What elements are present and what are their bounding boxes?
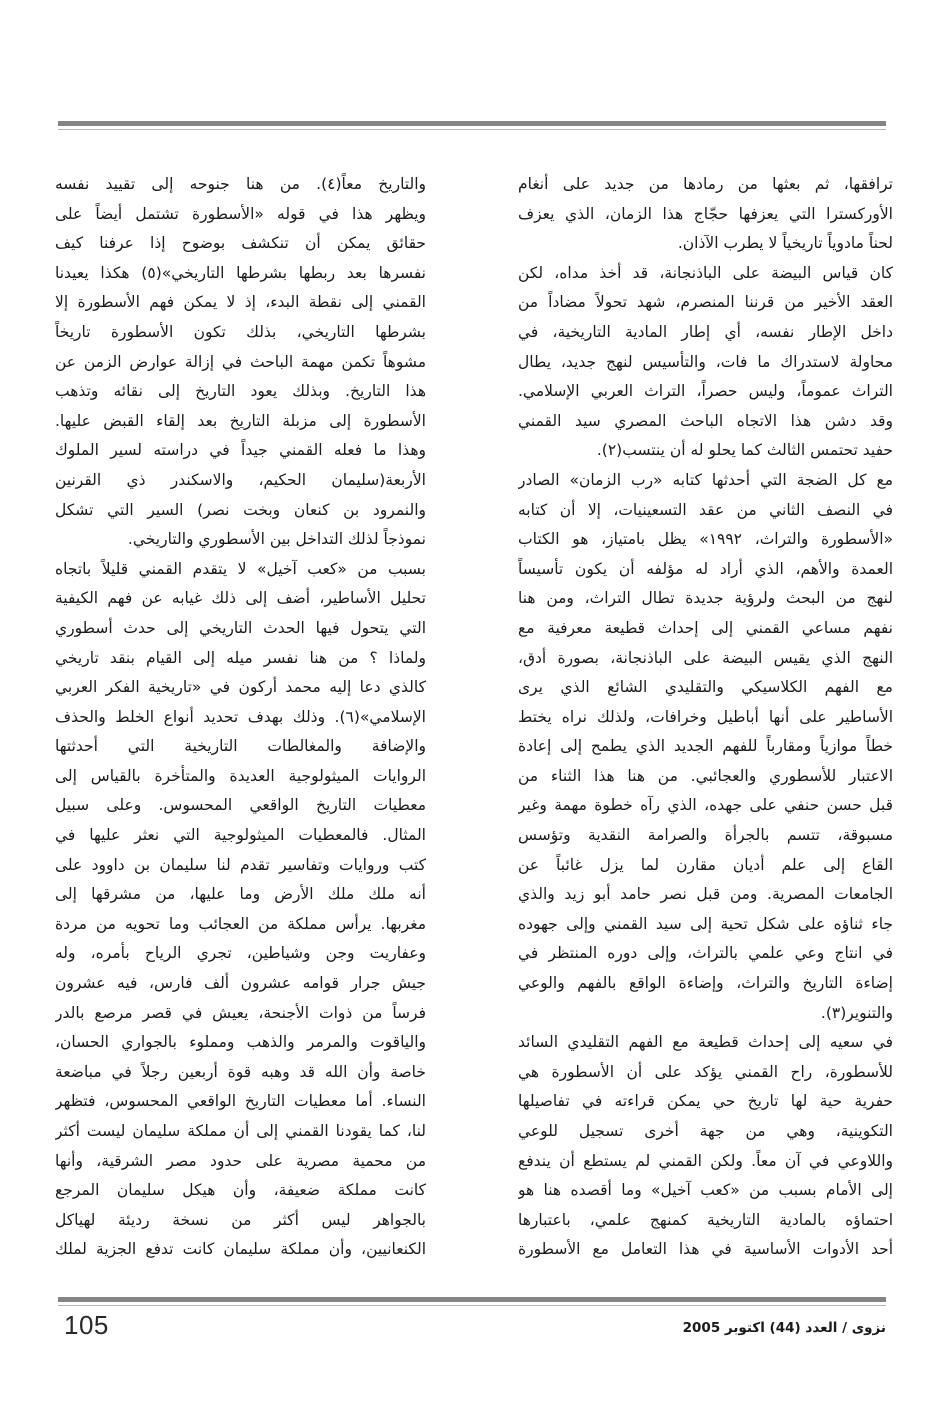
text-line: المثال. فالمعطيات الميثولوجية التي نعثر عليها في [55, 826, 426, 845]
text-line: الأوركسترا التي يعزفها حجّاج هذا الزمان، الذي يعزف [518, 204, 893, 223]
text-line: حقائق يمكن أن تنكشف بوضوح إذا عرفنا كيف [55, 234, 426, 253]
text-line: محاولة لاستدراك ما فات، والتأسيس لنهج جديد، يطال [518, 352, 893, 371]
bottom-rule [58, 1297, 886, 1302]
text-line: في النصف الثاني من عقد التسعينيات، إلا أن كتابه [518, 500, 893, 519]
text-line: العقد الأخير من قرننا المنصرم، شهد تحولاً مضاداً من [518, 293, 893, 312]
text-line: العمدة والأهم، الذي أراد له مؤلفه أن يكون تأسيساً [518, 559, 893, 578]
text-line: كانت مملكة ضعيفة، وأن هيكل سليمان المرجع [55, 1181, 426, 1200]
text-line: بالجواهر ليس أكثر من نسخة رديئة لهياكل [55, 1210, 426, 1229]
text-line: حفيد تحتمس الثالث كما يحلو له أن ينتسب(٢). [596, 441, 893, 460]
text-line: نموذجاً لذلك التداخل بين الأسطوري والتاريخي. [127, 530, 426, 549]
text-line: في انتاج وعي علمي بالتراث، وإلى دوره المنتظر في [518, 944, 893, 963]
text-line: الاعتبار للأسطوري والعجائبي. من هنا هذا الثناء من [518, 766, 893, 785]
text-line: التراث عموماً، وليس حصراً، التراث العربي الإسلامي. [518, 382, 893, 401]
text-line: القمني إلى نقطة البدء، إذ لا يمكن فهم الأسطورة إلا [55, 293, 426, 312]
text-line: مع الفهم الكلاسيكي والتقليدي الشائع الذي يرى [518, 678, 893, 697]
left-column [55, 170, 426, 1265]
footer-issue-info: نزوى / العدد (44) اكتوبر 2005 [682, 1320, 886, 1336]
text-line: أنه ملك ملك الأرض وما عليها، من مشرقها إلى [55, 885, 426, 904]
text-line: أحد الأدوات الأساسية في هذا التعامل مع الأسطورة [518, 1240, 893, 1259]
text-line: خاصة وأن الله قد وهبه قوة أربعين رجلاً في مباضعة [55, 1062, 426, 1081]
text-line: النساء. أما معطيات التاريخ الواقعي المحسوس، فتظهر [55, 1092, 426, 1111]
text-line: الأسطورة إلى مزبلة التاريخ بعد إلقاء القبض عليها. [55, 411, 426, 430]
text-line: للأسطورة، راح القمني يؤكد على أن الأسطورة هي [518, 1062, 893, 1081]
text-line: كالذي دعا إليه محمد أركون في «تاريخية الفكر العربي [55, 678, 426, 697]
text-line: داخل الإطار نفسه، أي إطار المادية التاريخية، في [518, 322, 893, 341]
text-line: مغربها. يرأس مملكة من العجائب وما تحويه من مردة [55, 914, 426, 933]
text-line: تحليل الأساطير، أضف إلى ذلك غيابه عن فهم الكيفية [55, 589, 426, 608]
text-line: من محمية مصرية على حدود مصر الشرقية، وأنها [55, 1151, 426, 1170]
text-line: مشوهاً تكمن مهمة الباحث في إزالة عوارض الزمن عن [55, 352, 426, 371]
text-line: لحناً مادوياً تاريخياً لا يطرب الآذان. [677, 234, 893, 253]
top-rule-thin [58, 129, 886, 130]
text-line: كان قياس البيضة على الباذنجانة، قد أخذ مداه، لكن [518, 263, 893, 282]
page-number: 105 [64, 1310, 109, 1340]
text-line: الكنعانيين، وأن مملكة سليمان كانت تدفع الجزية لملك [55, 1240, 426, 1259]
text-line: حفرية حية لها تاريخ حي يمكن قراءته في تفاصيلها [518, 1092, 893, 1111]
text-line: الأساطير على أنها أباطيل وخرافات، ولذلك نراه يختط [518, 707, 893, 726]
text-line: التي يتحول فيها الحدث التاريخي إلى حدث أسطوري [55, 618, 426, 637]
text-line: احتماؤه بالمادية التاريخية كمنهج علمي، باعتبارها [518, 1210, 893, 1229]
right-column [518, 170, 893, 1265]
text-line: جاء ثناؤه على شكل تحية إلى سيد القمني وإلى جهوده [518, 914, 893, 933]
text-line: الإسلامي»(٦). وذلك بهدف تحديد أنواع الخلط والحذف [55, 707, 426, 726]
text-line: والياقوت والمرمر والذهب ومملوء بالجواري الحسان، [55, 1033, 426, 1052]
text-line: لنا، كما يقودنا القمني إلى أن مملكة سليمان ليست أكثر [55, 1122, 426, 1140]
text-line: في سعيه إلى إحداث قطيعة مع الفهم التقليدي السائد [518, 1033, 893, 1052]
text-line: الأربعة(سليمان الحكيم، والاسكندر ذي القرنين [55, 470, 426, 489]
text-line: النهج الذي يقيس البيضة على الباذنجانة، بصورة أدق، [518, 648, 893, 667]
text-line: ولماذا ؟ من هنا نفسر ميله إلى القيام بنقد تاريخي [55, 648, 426, 667]
text-line: والإضافة والمغالطات التاريخية التي أحدثتها [55, 737, 426, 756]
text-line: ترافقها، ثم بعثها من رمادها من جديد على أنغام [518, 175, 893, 193]
text-line: التكوينية، وهي من جهة أخرى تسجيل للوعي [518, 1122, 893, 1140]
text-line: وعفاريت وجن وشياطين، تجري الرياح بأمره، وله [55, 944, 426, 963]
text-line: وقد دشن هذا الاتجاه الباحث المصري سيد القمني [518, 411, 893, 430]
text-line: والنمرود بن كنعان وبخت نصر) السير التي تشكل [55, 500, 426, 519]
text-line: لنهج من البحث ولرؤية جديدة تطال التراث، ومن هنا [518, 589, 893, 608]
bottom-rule-thin [58, 1305, 886, 1306]
text-line: معطيات التاريخ الواقعي المحسوس. وعلى سبيل [55, 796, 426, 815]
text-line: بسبب من «كعب آخيل» لا يتقدم القمني قليلاً باتجاه [55, 559, 426, 578]
text-line: وهذا ما فعله القمني جيداً في دراسته لسير الملوك [55, 441, 426, 460]
text-line: مسبوقة، تتسم بالجرأة والصرامة النقدية وتؤسس [518, 826, 893, 845]
text-line: نفهم مساعي القمني إلى إحداث قطيعة معرفية مع [518, 618, 893, 637]
text-line: نفسرها بعد ربطها بشرطها التاريخي»(٥) هكذا يعيدنا [55, 263, 426, 282]
text-line: ويظهر هذا في قوله «الأسطورة تشتمل أيضاً على [55, 204, 426, 223]
text-line: والتنوير(٣). [820, 1003, 893, 1022]
text-line: واللاوعي في آن معاً. ولكن القمني لم يستطع أن يندفع [518, 1151, 893, 1170]
text-line: والتاريخ معاً(٤). من هنا جنوحه إلى تقييد نفسه [55, 175, 426, 193]
text-line: خطاً موازياً ومقارباً للفهم الجديد الذي يطمح إلى إعادة [518, 737, 893, 756]
text-line: قبل حسن حنفي على جهده، الذي رآه خطوة مهمة وغير [518, 796, 893, 815]
text-line: مع كل الضجة التي أحدثها كتابه «رب الزمان» الصادر [518, 470, 893, 489]
text-line: «الأسطورة والتراث، ١٩٩٢» يظل بامتياز، هو الكتاب [518, 530, 893, 549]
text-line: القاع إلى علم أديان مقارن لما يزل غائباً عن [518, 855, 893, 874]
text-line: فرساً من ذوات الأجنحة، يعيش في قصر مرصع بالدر [55, 1003, 426, 1022]
text-line: الجامعات المصرية. ومن قبل نصر حامد أبو زيد والذي [518, 885, 893, 904]
text-line: الروايات الميثولوجية العديدة والمتأخرة بالقياس إلى [55, 766, 426, 785]
text-line: جيش جرار قوامه عشرون ألف فارس، فيه عشرون [55, 974, 426, 993]
text-line: إلى الأمام بسبب من «كعب آخيل» وما أقصده هنا هو [518, 1181, 893, 1200]
top-rule [58, 121, 886, 126]
text-line: بشرطها التاريخي، بذلك تكون الأسطورة تاريخاً [55, 322, 426, 341]
text-line: هذا التاريخ. وبذلك يعود التاريخ إلى نقائه وتذهب [55, 382, 426, 401]
text-line: إضاءة التاريخ والتراث، وإضاءة الواقع بالفهم والوعي [518, 974, 893, 993]
text-line: كتب وروايات وتفاسير تقدم لنا سليمان بن داوود على [55, 855, 426, 874]
